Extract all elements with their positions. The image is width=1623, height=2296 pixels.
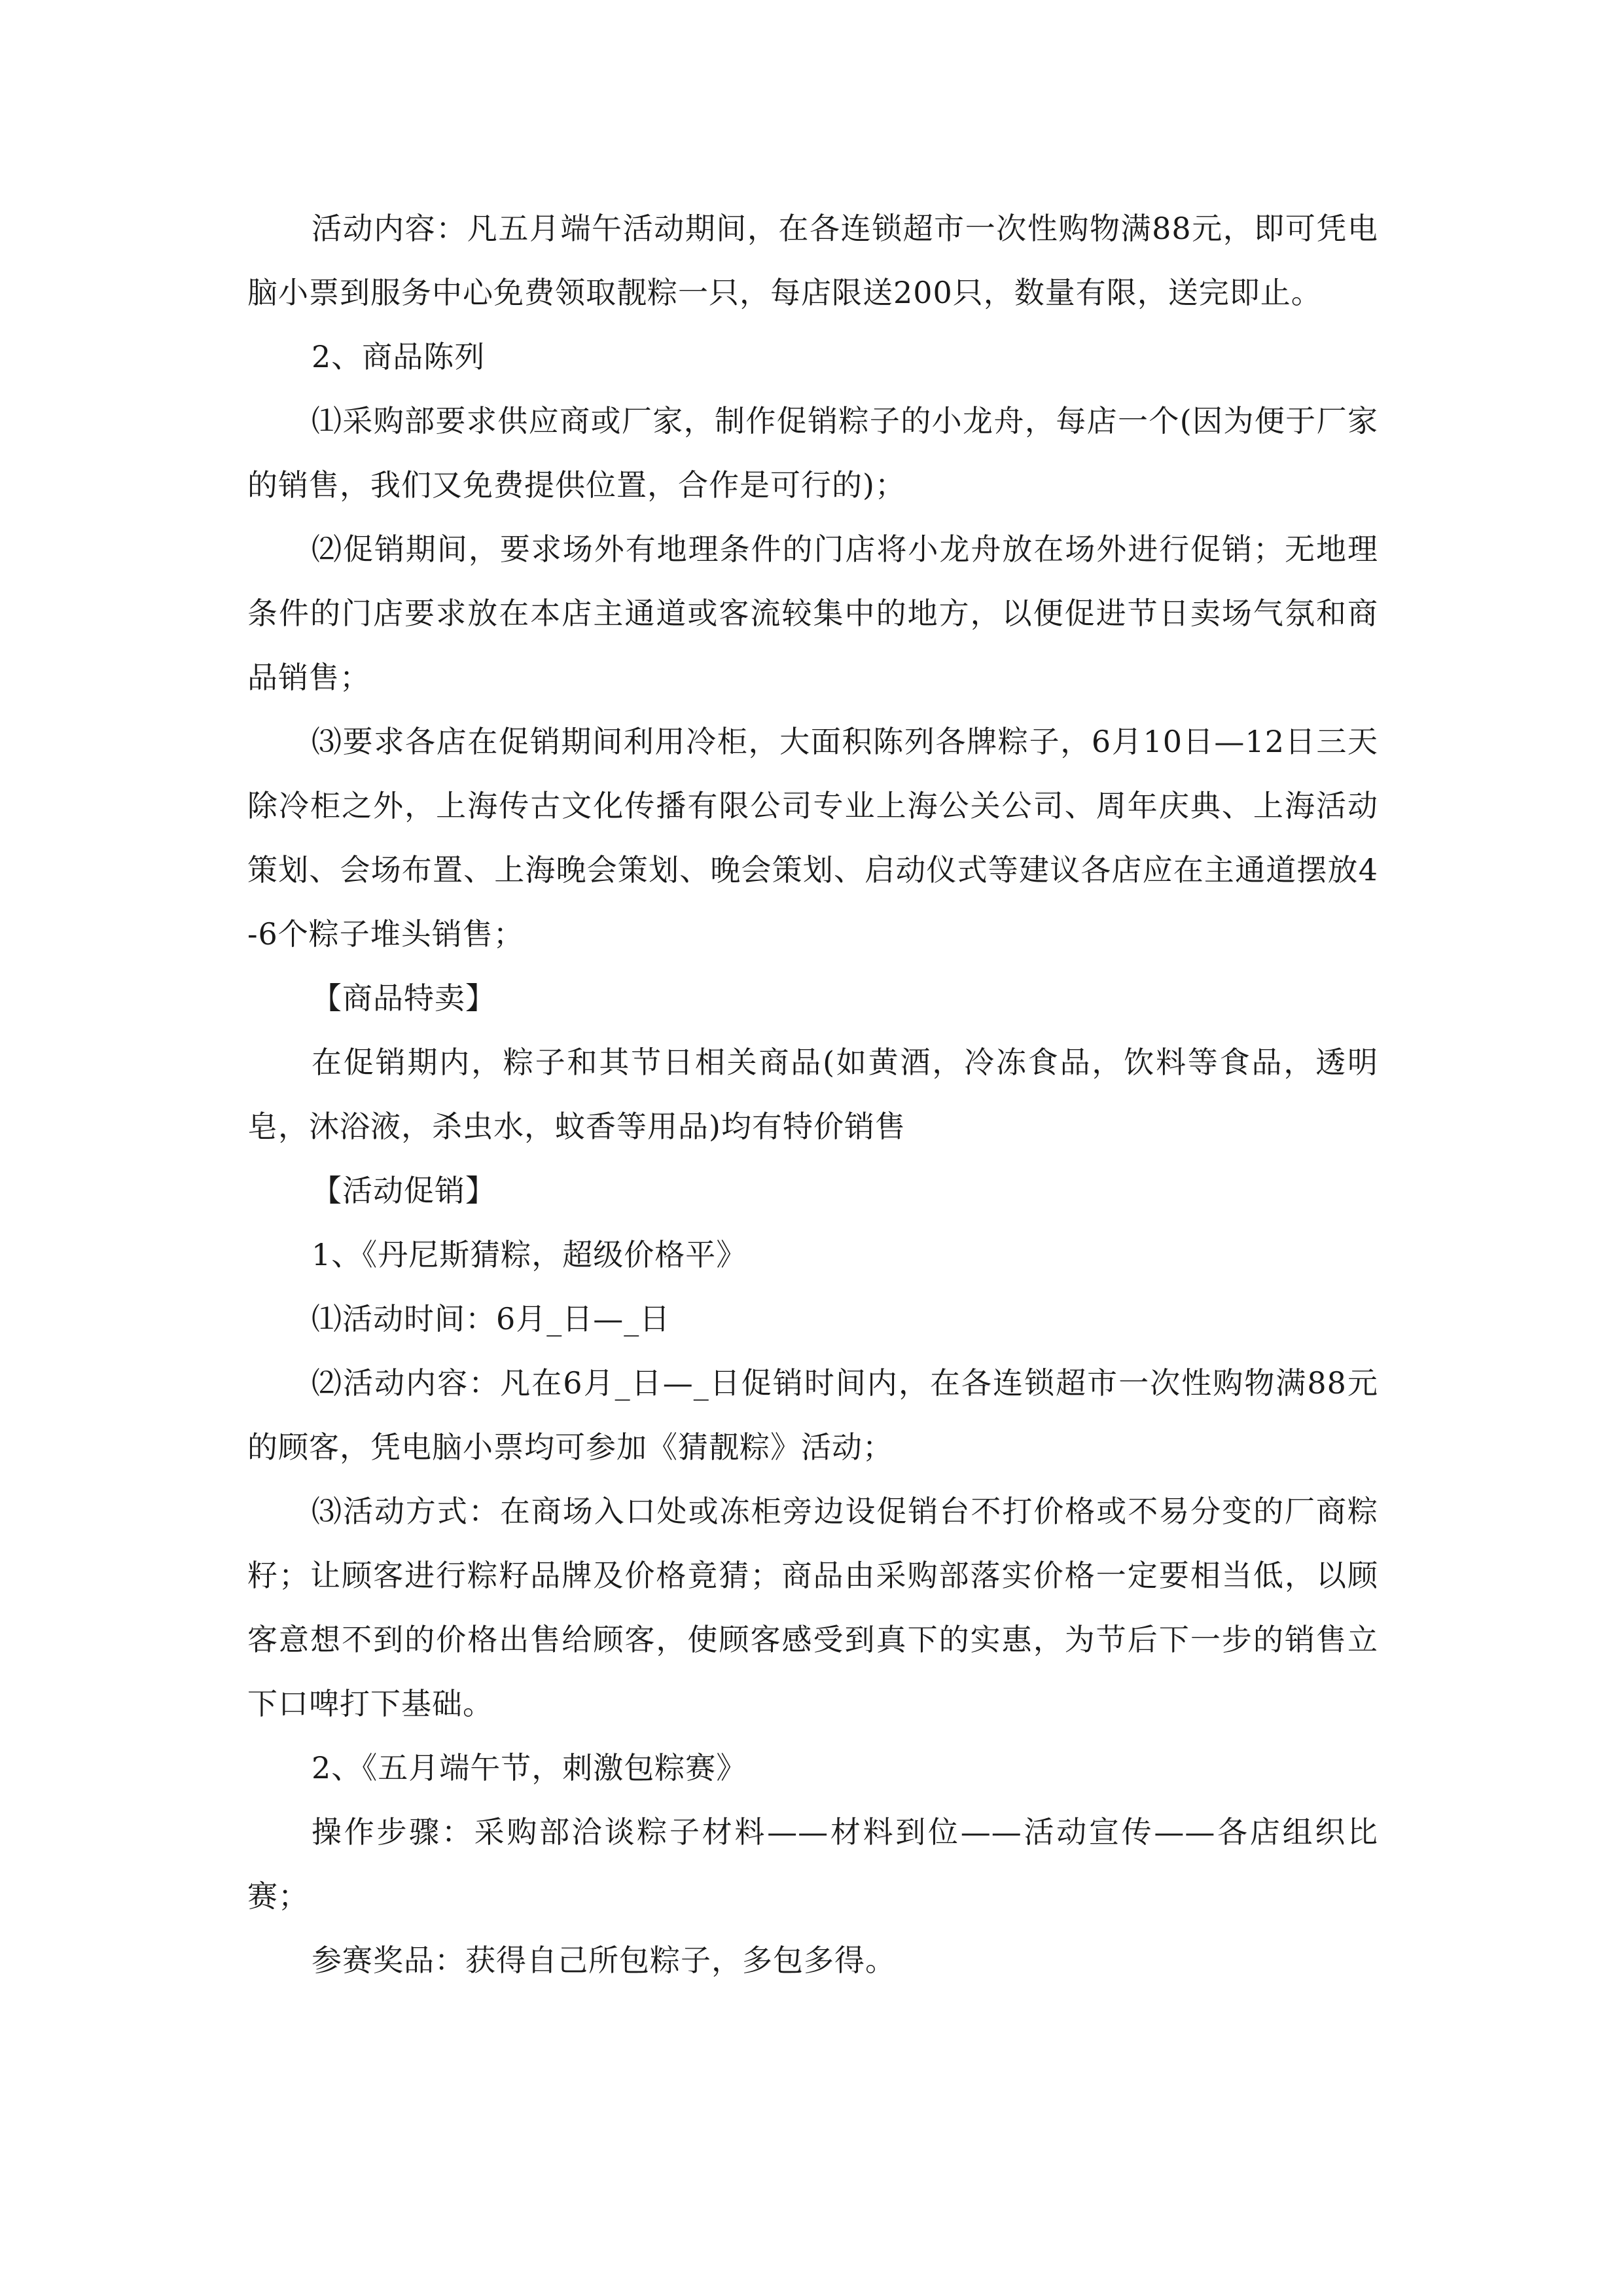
paragraph-activity-content: 活动内容：凡五月端午活动期间，在各连锁超市一次性购物满88元，即可凭电脑小票到服务中心免费领取靓粽一只，每店限送200只，数量有限，送完即止。 [247,211,1378,310]
document-body [247,196,1378,1992]
paragraph-display-item-1: ⑴采购部要求供应商或厂家，制作促销粽子的小龙舟，每店一个(因为便于厂家的销售，我们又免费提供位置，合作是可行的)； [247,403,1378,503]
paragraph-activity-details: ⑵活动内容：凡在6月_日—_日促销时间内，在各连锁超市一次性购物满88元的顾客，凭电脑小票均可参加《猜靓粽》活动； [247,1365,1378,1465]
paragraph-operation-steps: 操作步骤：采购部洽谈粽子材料——材料到位——活动宣传——各店组织比赛； [247,1814,1378,1914]
heading-product-display: 2、商品陈列 [312,339,486,374]
heading-guess-zongzi: 1、《丹尼斯猜粽，超级价格平》 [312,1237,747,1272]
paragraph-special-sale: 在促销期内，粽子和其节日相关商品(如黄酒，冷冻食品，饮料等食品，透明皂，沐浴液，杀虫水，蚊香等用品)均有特价销售 [247,1045,1378,1144]
heading-special-sale: 【商品特卖】 [312,980,496,1016]
paragraph-activity-time: ⑴活动时间：6月_日—_日 [312,1301,671,1336]
heading-activity-promotion: 【活动促销】 [312,1173,496,1208]
paragraph-contest-prize: 参赛奖品：获得自己所包粽子，多包多得。 [312,1943,896,1978]
paragraph-activity-method: ⑶活动方式：在商场入口处或冻柜旁边设促销台不打价格或不易分变的厂商粽籽；让顾客进行粽籽品牌及价格竟猜；商品由采购部落实价格一定要相当低，以顾客意想不到的价格出售给顾客，使顾客感受到真下的实惠，为节后下一步的销售立下口啤打下基础。 [247,1494,1378,1721]
paragraph-display-item-2: ⑵促销期间，要求场外有地理条件的门店将小龙舟放在场外进行促销；无地理条件的门店要求放在本店主通道或客流较集中的地方，以便促进节日卖场气氛和商品销售； [247,531,1378,695]
paragraph-display-item-3: ⑶要求各店在促销期间利用冷柜，大面积陈列各牌粽子，6月10日—12日三天除冷柜之外，上海传古文化传播有限公司专业上海公关公司、周年庆典、上海活动策划、会场布置、上海晚会策划、晚会策划、启动仪式等建议各店应在主通道摆放4-6个粽子堆头销售； [247,724,1378,952]
heading-zongzi-contest: 2、《五月端午节，刺激包粽赛》 [312,1750,747,1785]
